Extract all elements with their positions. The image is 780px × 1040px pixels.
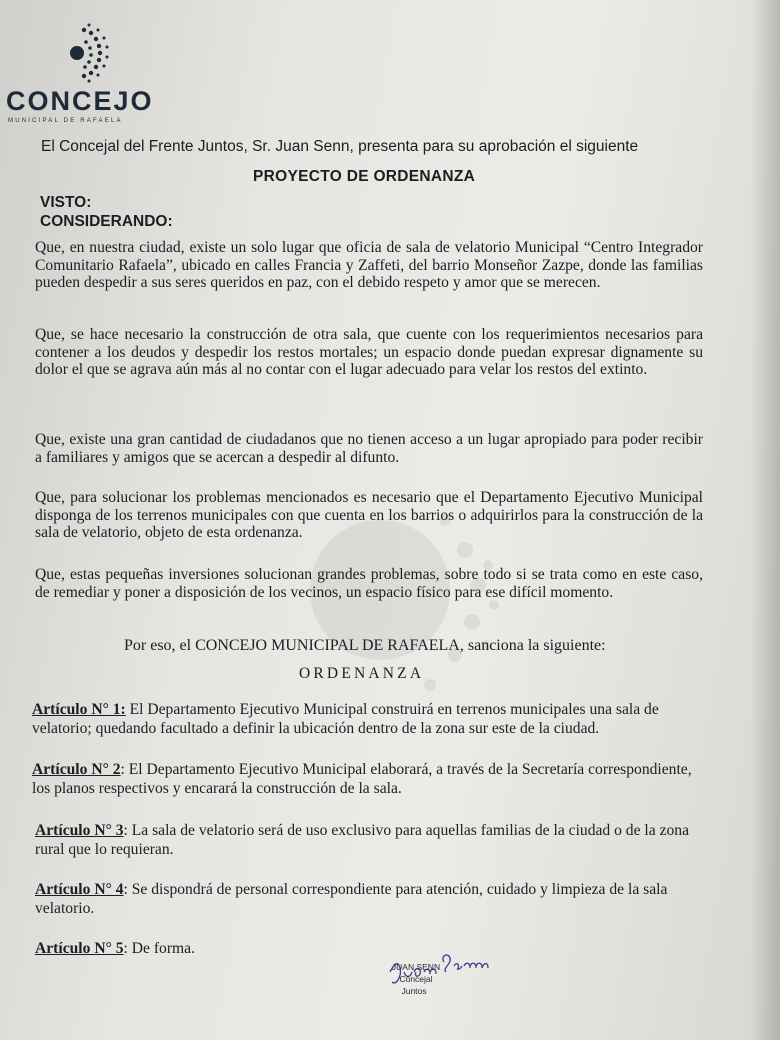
article-text: : De forma. xyxy=(123,940,195,957)
ordinance-title: ORDENANZA xyxy=(299,665,425,682)
article-1 xyxy=(32,700,704,738)
signature-bloc: Juntos xyxy=(401,986,427,996)
considerando-paragraph: Que, se hace necesario la construcción de otra sala, que cuente con los requerimientos necesarios para contener a los deudos y despedir los restos mortales; un espacio donde puedan expresar dignamente su dolor el que se agrava aún más al no contar con el lugar adecuado para velar los restos del extinto. xyxy=(35,326,703,378)
dotted-circle-logo-icon xyxy=(46,20,156,86)
article-text: El Departamento Ejecutivo Municipal construirá en terrenos municipales una sala de velatorio; quedando facultado a definir la ubicación dentro de la zona sur este de la ciudad. xyxy=(32,701,659,737)
article-text: : El Departamento Ejecutivo Municipal elaborará, a través de la Secretaría correspondiente, los planos respectivos y encarará la construcción de la sala. xyxy=(32,761,692,797)
article-label: Artículo N° 5 xyxy=(35,940,124,957)
article-3 xyxy=(35,821,707,859)
considerando-paragraph: Que, existe una gran cantidad de ciudadanos que no tienen acceso a un lugar apropiado para poder recibir a familiares y amigos que se acercan a despedir al difunto. xyxy=(35,431,703,466)
document-heading: PROYECTO DE ORDENANZA xyxy=(253,168,476,185)
logo-subtitle: MUNICIPAL DE RAFAELA xyxy=(8,118,123,124)
page-edge-shadow xyxy=(750,0,780,1040)
article-label: Artículo N° 2 xyxy=(32,761,121,778)
enactment-clause: Por eso, el CONCEJO MUNICIPAL DE RAFAELA, sanciona la siguiente: xyxy=(124,637,606,654)
signature-role: Concejal xyxy=(399,974,433,984)
considerando-paragraph: Que, en nuestra ciudad, existe un solo lugar que oficia de sala de velatorio Municipal “Centro Integrador Comunitario Rafaela”, ubicado en calles Francia y Zaffeti, del barrio Monseñor Zazpe, donde las familias pueden despedir a sus seres queridos en paz, con el debido respeto y amor que se merecen. xyxy=(35,239,703,291)
considerando-label: CONSIDERANDO: xyxy=(40,213,173,230)
signature-name: JUAN SENN xyxy=(391,962,441,972)
visto-label: VISTO: xyxy=(40,194,92,211)
considerando-paragraph: Que, estas pequeñas inversiones solucionan grandes problemas, sobre todo si se trata como en este caso, de remediar y poner a disposición de los vecinos, un espacio físico para ese difícil momento. xyxy=(35,566,703,601)
article-4 xyxy=(35,880,707,918)
article-2 xyxy=(32,760,704,798)
logo-name: CONCEJO xyxy=(6,86,154,116)
intro-line: El Concejal del Frente Juntos, Sr. Juan Senn, presenta para su aprobación el siguiente xyxy=(41,138,639,155)
article-text: : La sala de velatorio será de uso exclusivo para aquellas familias de la ciudad o de la zona rural que lo requieran. xyxy=(35,822,690,858)
article-text: : Se dispondrá de personal correspondiente para atención, cuidado y limpieza de la sala velatorio. xyxy=(35,881,668,917)
article-5 xyxy=(35,939,707,958)
article-label: Artículo N° 4 xyxy=(35,881,124,898)
article-label: Artículo N° 3 xyxy=(35,822,124,839)
considerando-paragraph: Que, para solucionar los problemas mencionados es necesario que el Departamento Ejecutivo Municipal disponga de los terrenos municipales con que cuenta en los barrios o adquirirlos para la construcción de la sala de velatorio, objeto de esta ordenanza. xyxy=(35,489,703,541)
article-label: Artículo N° 1: xyxy=(32,701,126,718)
